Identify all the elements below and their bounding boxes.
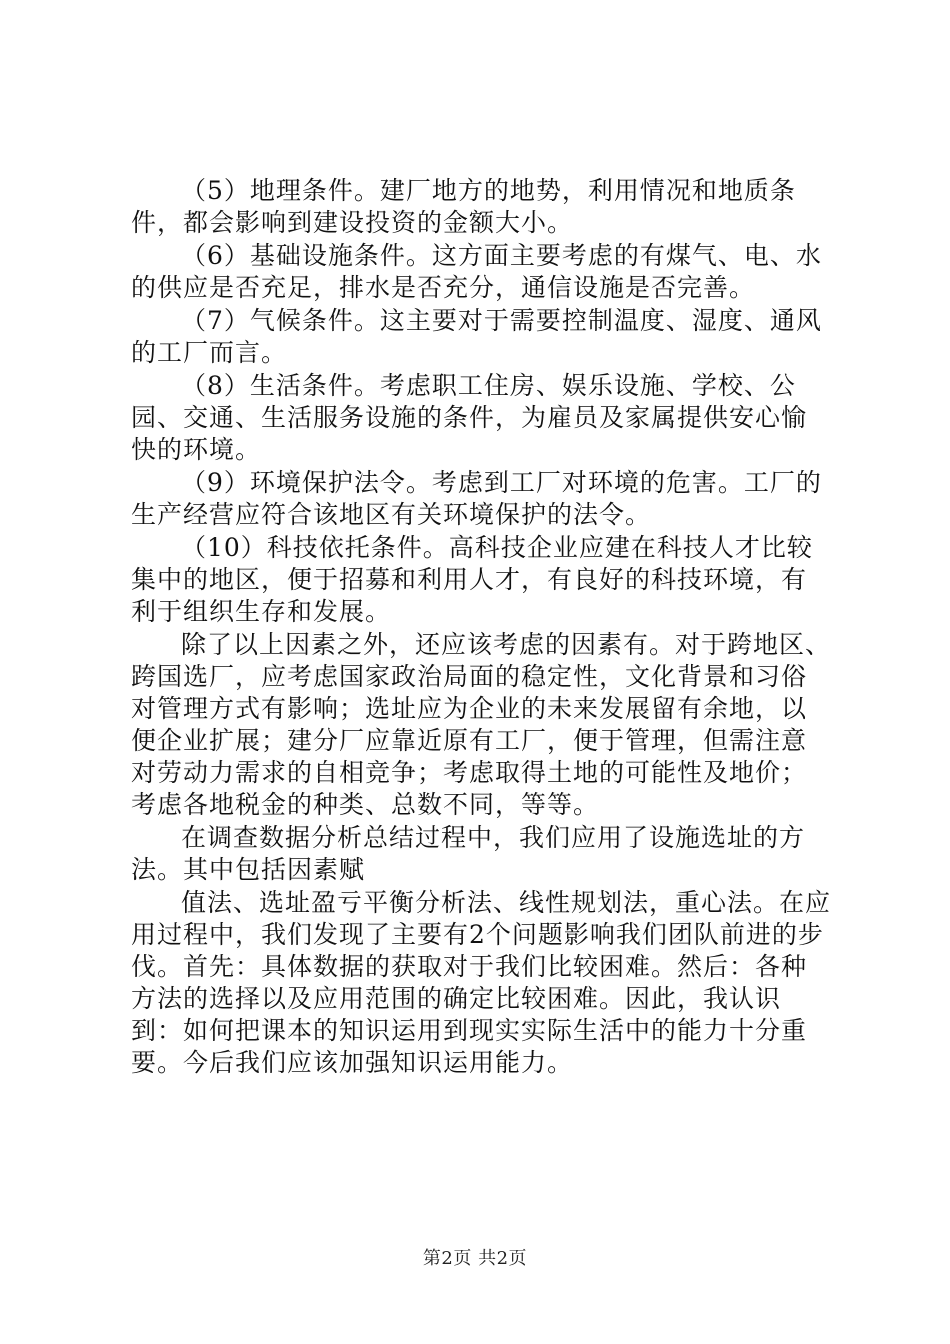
paragraph-environment: （9）环境保护法令。考虑到工厂对环境的危害。工厂的生产经营应符合该地区有关环境保护的法令。 <box>131 468 822 529</box>
page-number-footer: 第2页 共2页 <box>422 1248 528 1269</box>
paragraph-methods-intro: 在调查数据分析总结过程中，我们应用了设施选址的方法。其中包括因素赋 <box>131 823 806 884</box>
document-body <box>131 175 831 1080</box>
paragraph-other-factors: 除了以上因素之外，还应该考虑的因素有。对于跨地区、跨国选厂，应考虑国家政治局面的稳定性，文化背景和习俗对管理方式有影响；选址应为企业的未来发展留有余地，以便企业扩展；建分厂应靠近原有工厂，便于管理，但需注意对劳动力需求的自相竞争；考虑取得土地的可能性及地价；考虑各地税金的种类、总数不同，等等。 <box>131 630 832 819</box>
paragraph-climate: （7）气候条件。这主要对于需要控制温度、湿度、通风的工厂而言。 <box>131 306 822 367</box>
paragraph-infrastructure: （6）基础设施条件。这方面主要考虑的有煤气、电、水的供应是否充足，排水是否充分，通信设施是否完善。 <box>131 241 822 302</box>
paragraph-methods-conclusion: 值法、选址盈亏平衡分析法、线性规划法，重心法。在应用过程中，我们发现了主要有2个问题影响我们团队前进的步伐。首先：具体数据的获取对于我们比较困难。然后：各种方法的选择以及应用范围的确定比较困难。因此，我认识到：如何把课本的知识运用到现实实际生活中的能力十分重要。今后我们应该加强知识运用能力。 <box>131 888 832 1077</box>
paragraph-geography: （5）地理条件。建厂地方的地势，利用情况和地质条件，都会影响到建设投资的金额大小。 <box>131 176 796 237</box>
paragraph-technology: （10）科技依托条件。高科技企业应建在科技人才比较集中的地区，便于招募和利用人才，有良好的科技环境，有利于组织生存和发展。 <box>131 533 813 626</box>
paragraph-living: （8）生活条件。考虑职工住房、娱乐设施、学校、公园、交通、生活服务设施的条件，为雇员及家属提供安心愉快的环境。 <box>131 371 808 464</box>
